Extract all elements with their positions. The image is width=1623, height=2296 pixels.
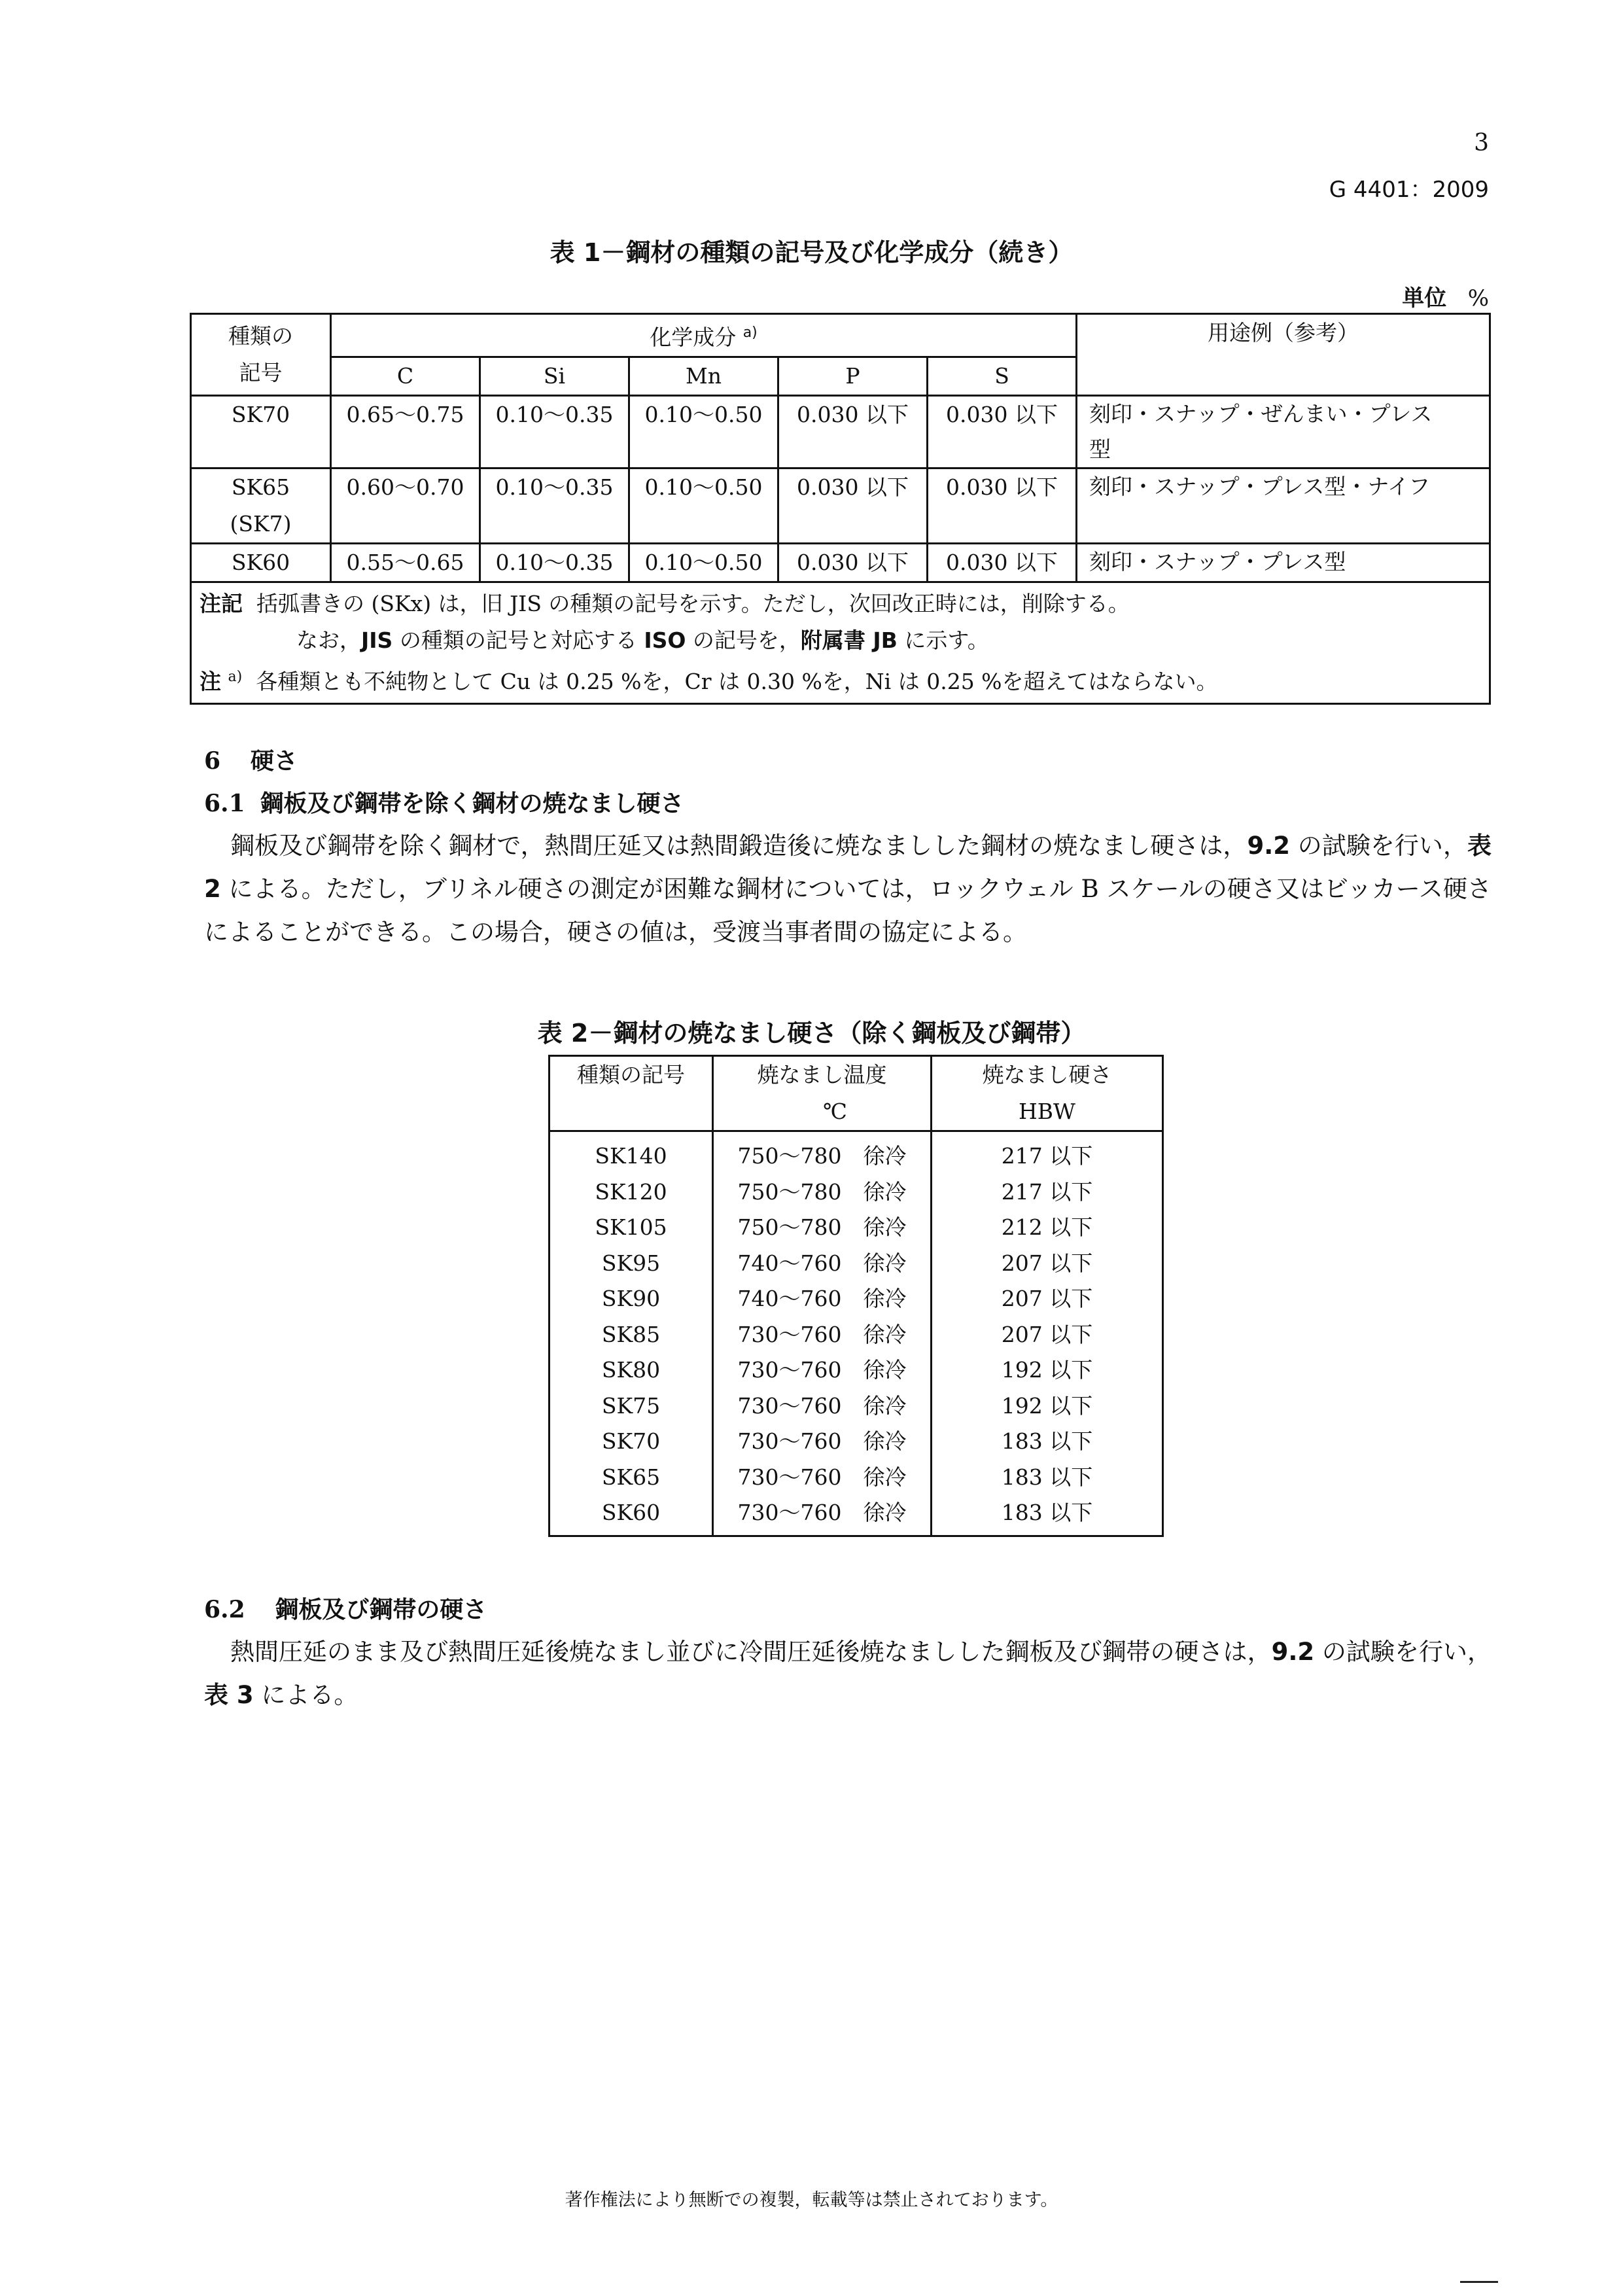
s-cell: 0.030 以下 <box>928 396 1077 468</box>
header-kind: 種類の記号 <box>550 1056 713 1131</box>
hardness-cell: 207 以下 <box>932 1317 1163 1353</box>
kind-cell: SK65 <box>550 1460 713 1496</box>
table1-caption: 表 1－鋼材の種類の記号及び化学成分（続き） <box>550 238 1073 267</box>
use-cell: 刻印・スナップ・プレス型・ナイフ <box>1077 468 1490 544</box>
hardness-cell: 183 以下 <box>932 1424 1163 1460</box>
p-cell: 0.030 以下 <box>778 396 928 468</box>
kind-cell: SK120 <box>550 1174 713 1210</box>
header-hardness: 焼なまし硬さ HBW <box>932 1056 1163 1131</box>
si-cell: 0.10～0.35 <box>480 468 629 544</box>
temp-cell: 730～760 徐冷 <box>713 1388 932 1424</box>
annealing-hardness-table <box>548 1055 1164 1537</box>
table-row <box>550 1424 1163 1460</box>
hardness-cell: 207 以下 <box>932 1281 1163 1317</box>
section-6-2-paragraph: 熱間圧延のまま及び熱間圧延後焼なまし並びに冷間圧延後焼なましした鋼板及び鋼帯の硬さは，9.2 の試験を行い，表 3 による。 <box>204 1638 1492 1709</box>
page-number: 3 <box>1474 130 1489 156</box>
header-kind: 種類の 記号 <box>191 314 331 396</box>
hardness-cell: 192 以下 <box>932 1352 1163 1388</box>
temp-cell: 750～780 徐冷 <box>713 1131 932 1174</box>
footnote-line: 注 $^{a)}$ 各種類とも不純物として Cu は 0.25 %を，Cr は 0.30 %を，Ni は 0.25 %を超えてはならない。 <box>200 669 1218 694</box>
kind-cell: SK65 (SK7) <box>191 468 331 544</box>
temp-cell: 730～760 徐冷 <box>713 1317 932 1353</box>
table-row <box>550 1246 1163 1282</box>
header-s: S <box>928 357 1077 396</box>
section-6-1-heading: 6.1 鋼板及び鋼帯を除く鋼材の焼なまし硬さ <box>204 790 684 817</box>
header-composition: 化学成分 $^{a)}$ <box>331 314 1077 357</box>
header-p: P <box>778 357 928 396</box>
use-cell: 刻印・スナップ・プレス型 <box>1077 544 1490 582</box>
page-edge-mark <box>1460 2281 1498 2283</box>
hardness-cell: 207 以下 <box>932 1246 1163 1282</box>
p-cell: 0.030 以下 <box>778 544 928 582</box>
table-header-row <box>191 314 1490 357</box>
temp-cell: 730～760 徐冷 <box>713 1460 932 1496</box>
c-cell: 0.55～0.65 <box>331 544 480 582</box>
table-row <box>550 1131 1163 1174</box>
hardness-cell: 192 以下 <box>932 1388 1163 1424</box>
header-mn: Mn <box>629 357 778 396</box>
table-header-row <box>550 1056 1163 1131</box>
section-6-heading: 6 硬さ <box>204 747 298 775</box>
header-c: C <box>331 357 480 396</box>
hardness-cell: 217 以下 <box>932 1131 1163 1174</box>
kind-cell: SK140 <box>550 1131 713 1174</box>
table-row <box>550 1460 1163 1496</box>
table-row <box>550 1388 1163 1424</box>
temp-cell: 730～760 徐冷 <box>713 1424 932 1460</box>
temp-cell: 750～780 徐冷 <box>713 1210 932 1246</box>
kind-cell: SK85 <box>550 1317 713 1353</box>
table-row <box>550 1210 1163 1246</box>
header-temp: 焼なまし温度 ℃ <box>713 1056 932 1131</box>
hardness-cell: 183 以下 <box>932 1495 1163 1536</box>
table2-caption: 表 2－鋼材の焼なまし硬さ（除く鋼板及び鋼帯） <box>537 1019 1086 1048</box>
temp-cell: 740～760 徐冷 <box>713 1281 932 1317</box>
kind-cell: SK70 <box>191 396 331 468</box>
unit-value: % <box>1467 285 1489 311</box>
kind-cell: SK75 <box>550 1388 713 1424</box>
kind-cell: SK90 <box>550 1281 713 1317</box>
hardness-cell: 183 以下 <box>932 1460 1163 1496</box>
mn-cell: 0.10～0.50 <box>629 544 778 582</box>
si-cell: 0.10～0.35 <box>480 396 629 468</box>
kind-cell: SK95 <box>550 1246 713 1282</box>
table-row <box>550 1174 1163 1210</box>
table-row <box>550 1281 1163 1317</box>
hardness-cell: 217 以下 <box>932 1174 1163 1210</box>
note-line: なお，JIS の種類の記号と対応する ISO の記号を，附属書 JB に示す。 <box>296 627 989 653</box>
temp-cell: 730～760 徐冷 <box>713 1495 932 1536</box>
c-cell: 0.65～0.75 <box>331 396 480 468</box>
kind-cell: SK60 <box>550 1495 713 1536</box>
header-si: Si <box>480 357 629 396</box>
kind-cell: SK70 <box>550 1424 713 1460</box>
chemical-composition-table <box>190 313 1491 705</box>
hardness-cell: 212 以下 <box>932 1210 1163 1246</box>
kind-cell: SK80 <box>550 1352 713 1388</box>
mn-cell: 0.10～0.50 <box>629 468 778 544</box>
copyright-footer: 著作権法により無断での複製，転載等は禁止されております。 <box>565 2190 1058 2210</box>
note-line: 注記 括弧書きの (SKx) は，旧 JIS の種類の記号を示す。ただし，次回改正時には，削除する。 <box>200 591 1130 616</box>
unit-label: 単位 <box>1402 285 1447 311</box>
table-notes-row <box>191 582 1490 704</box>
table-row <box>550 1352 1163 1388</box>
table1-unit <box>1402 280 1489 312</box>
table-row <box>191 396 1490 468</box>
table-row <box>550 1317 1163 1353</box>
temp-cell: 750～780 徐冷 <box>713 1174 932 1210</box>
table-row <box>191 468 1490 544</box>
s-cell: 0.030 以下 <box>928 468 1077 544</box>
mn-cell: 0.10～0.50 <box>629 396 778 468</box>
header-use: 用途例（参考） <box>1077 314 1490 396</box>
kind-cell: SK60 <box>191 544 331 582</box>
table-row <box>550 1495 1163 1536</box>
table-row <box>191 544 1490 582</box>
document-code: G 4401：2009 <box>1329 177 1489 203</box>
section-6-2-heading: 6.2 鋼板及び鋼帯の硬さ <box>204 1596 487 1623</box>
kind-cell: SK105 <box>550 1210 713 1246</box>
use-cell: 刻印・スナップ・ぜんまい・プレス 型 <box>1077 396 1490 468</box>
table-notes <box>191 582 1490 704</box>
temp-cell: 730～760 徐冷 <box>713 1352 932 1388</box>
si-cell: 0.10～0.35 <box>480 544 629 582</box>
p-cell: 0.030 以下 <box>778 468 928 544</box>
s-cell: 0.030 以下 <box>928 544 1077 582</box>
c-cell: 0.60～0.70 <box>331 468 480 544</box>
section-6-1-paragraph: 鋼板及び鋼帯を除く鋼材で，熱間圧延又は熱間鍛造後に焼なましした鋼材の焼なまし硬さは，9.2 の試験を行い，表 2 による。ただし，ブリネル硬さの測定が困難な鋼材については，ロックウェル B スケールの硬さ又はビッカース硬さによることができる。この場合，硬さの値は，受渡当事者間の協定による。 <box>204 832 1492 946</box>
temp-cell: 740～760 徐冷 <box>713 1246 932 1282</box>
